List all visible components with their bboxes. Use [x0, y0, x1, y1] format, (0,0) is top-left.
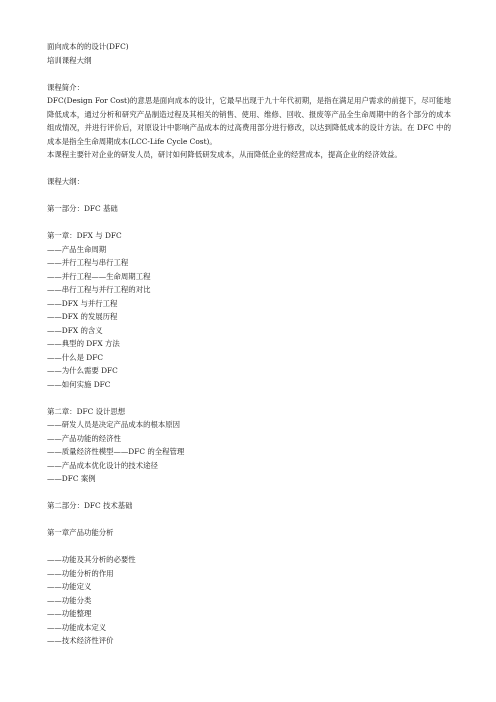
list-item: ——研发人员是决定产品成本的根本原因 [47, 420, 181, 429]
list-item: ——DFX 的含义 [47, 325, 103, 335]
list-item: ——串行工程与并行工程的对比 [47, 285, 151, 294]
list-item: ——并行工程与串行工程 [47, 258, 129, 267]
list-item: ——DFX 的发展历程 [47, 312, 118, 321]
part2-title: 第二部分：DFC 技术基础 [47, 501, 133, 510]
list-item: ——DFX 与并行工程 [47, 298, 118, 308]
spacer [47, 513, 451, 527]
list-item: ——技术经济性评价 [47, 636, 114, 645]
list-item: ——功能分类 [47, 595, 92, 605]
spacer [47, 391, 451, 405]
list-item: ——并行工程——生命周期工程 [47, 271, 151, 281]
document-subtitle: 培训课程大纲 [47, 55, 92, 65]
outline-heading: 课程大纲： [47, 177, 84, 186]
intro-heading: 课程简介： [47, 82, 84, 92]
chapter1-title: 第一章：DFX 与 DFC [47, 231, 122, 240]
list-item: ——功能分析的作用 [47, 568, 114, 578]
spacer [47, 67, 451, 81]
list-item: ——功能定义 [47, 582, 92, 591]
part1-title: 第一部分：DFC 基础 [47, 204, 118, 213]
list-item: ——产品生命周期 [47, 244, 107, 254]
document-content [47, 40, 451, 648]
spacer [47, 486, 451, 500]
list-item: ——功能整理 [47, 609, 92, 618]
chapter2-title: 第二章：DFC 设计思想 [47, 406, 126, 416]
chapter2-list [47, 418, 451, 486]
list-item: ——DFC 案例 [47, 474, 96, 483]
spacer [47, 216, 451, 230]
spacer [47, 189, 451, 203]
list-item: ——产品功能的经济性 [47, 433, 121, 443]
list-item: ——典型的 DFX 方法 [47, 339, 120, 348]
intro-paragraph-1: DFC(Design For Cost)的意思是面向成本的设计，它最早出现于九十年代初期，是指在满足用户需求的前提下，尽可能地降低成本，通过分析和研究产品制造过程及其相关的销售、使用、维修、回收、报废等产品全生命周期中的各个部分的成本组成情况，并进行评价后，对原设计中影响产品成本的过高费用部分进行修改，以达到降低成本的设计方法。在 DFC 中的成本是指全生命周期成本(LCC-Life Cycle Cost)。 [47, 96, 451, 146]
spacer [47, 540, 451, 554]
spacer [47, 162, 451, 176]
list-item: ——如何实施 DFC [47, 379, 111, 389]
chapter1-list [47, 243, 451, 392]
part2-chapter1-list [47, 553, 451, 648]
intro-paragraph-2: 本课程主要针对企业的研发人员，研讨如何降低研发成本，从而降低企业的经营成本，提高企业的经济效益。 [47, 150, 402, 159]
list-item: ——什么是 DFC [47, 352, 104, 362]
list-item: ——为什么需要 DFC [47, 366, 118, 375]
list-item: ——功能成本定义 [47, 622, 107, 632]
part2-chapter1-title: 第一章产品功能分析 [47, 528, 114, 537]
list-item: ——质量经济性模型——DFC 的全程管理 [47, 447, 185, 456]
list-item: ——产品成本优化设计的技术途径 [47, 460, 158, 470]
document-title: 面向成本的的设计(DFC) [47, 42, 129, 51]
list-item: ——功能及其分析的必要性 [47, 555, 136, 564]
